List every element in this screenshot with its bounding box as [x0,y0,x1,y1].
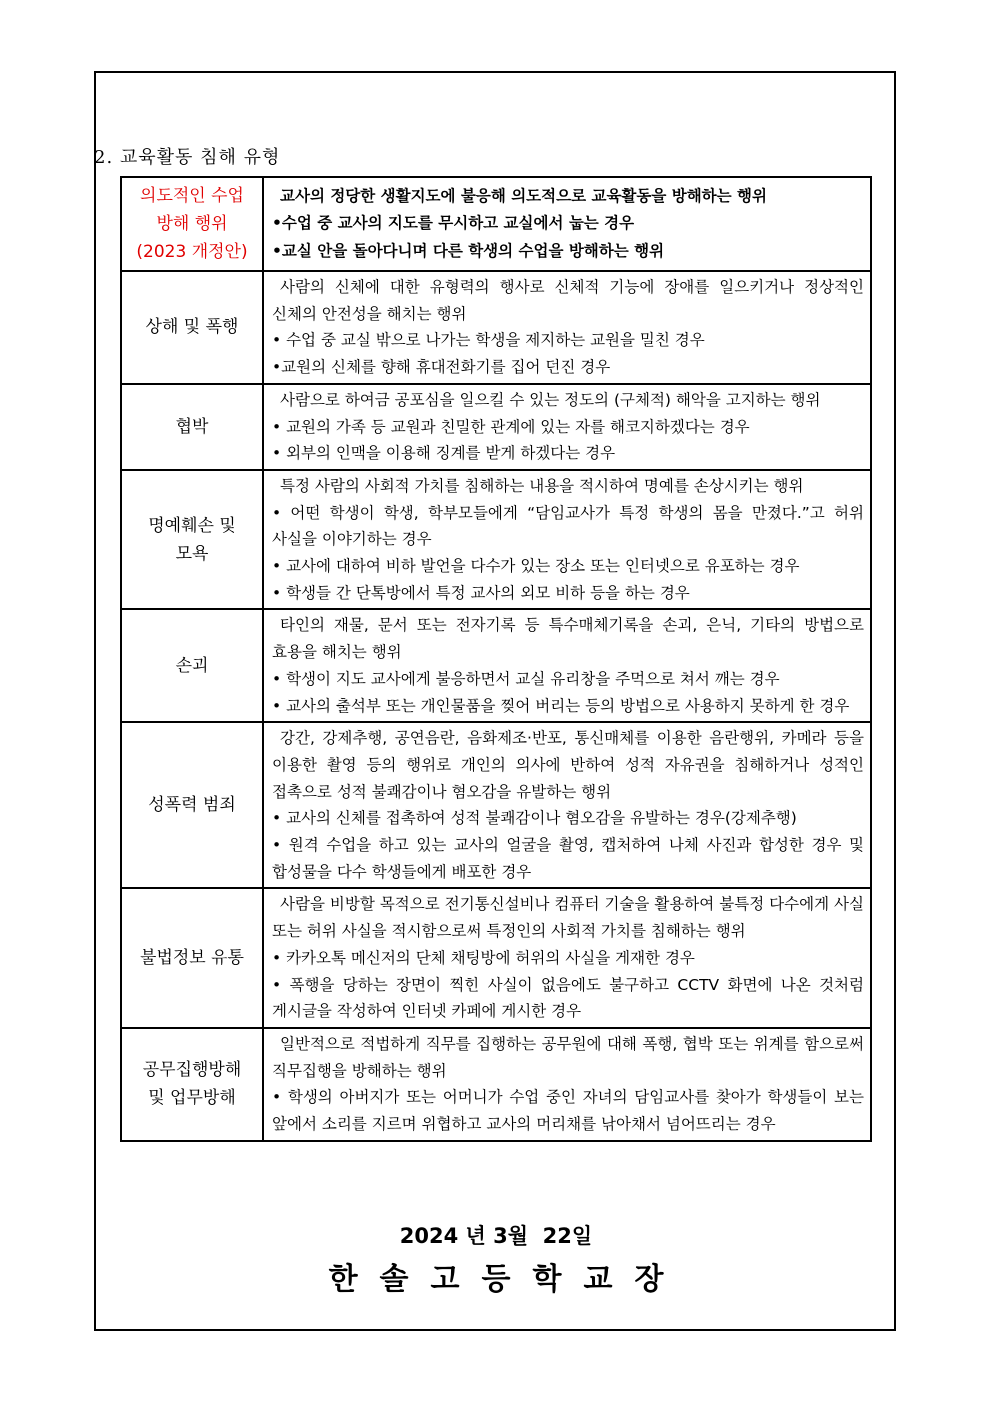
example-text: • 외부의 인맥을 이용해 징계를 받게 하겠다는 경우 [272,444,616,463]
row-label [121,384,263,470]
infringement-types-table [120,176,872,1142]
example-text: • 학생이 지도 교사에게 불응하면서 교실 유리창을 주먹으로 쳐서 깨는 경우 [272,669,780,688]
example-text: • 원격 수업을 하고 있는 교사의 얼굴을 촬영, 캡처하여 나체 사진과 합성한 경우 및 합성물을 다수 학생들에게 배포한 경우 [272,836,864,881]
row-label-text: 상해 및 폭행 [145,317,239,338]
table-row [121,888,871,1028]
definition-text: 특정 사람의 사회적 가치를 침해하는 내용을 적시하여 명예를 손상시키는 행위 [280,476,804,495]
school-principal-signature: 한솔고등학교장 [328,1262,686,1297]
example-text: • 폭행을 당하는 장면이 찍힌 사실이 없음에도 불구하고 CCTV 화면에 나온 것처럼 게시글을 작성하여 인터넷 카페에 게시한 경우 [272,975,864,1021]
example-text: • 학생들 간 단톡방에서 특정 교사의 외모 비하 등을 하는 경우 [272,583,690,602]
example-text: •수업 중 교사의 지도를 무시하고 교실에서 눕는 경우 [272,214,635,233]
example-text: • 교사의 출석부 또는 개인물품을 찢어 버리는 등의 방법으로 사용하지 못하게 한 경우 [272,696,850,715]
row-label [121,609,263,722]
row-label [121,470,263,610]
row-label-text: 협박 [175,416,209,437]
row-label [121,177,263,271]
definition-text: 사람을 비방할 목적으로 전기통신설비나 컴퓨터 기술을 활용하여 불특정 다수에게 사실 또는 허위 사실을 적시함으로써 특정인의 사회적 가치를 침해하는 행위 [272,895,864,941]
example-text: • 수업 중 교실 밖으로 나가는 학생을 제지하는 교원을 밀친 경우 [272,331,705,350]
definition-text: 사람으로 하여금 공포심을 일으킬 수 있는 정도의 (구체적) 해악을 고지하는 행위 [280,390,821,409]
table-row [121,609,871,722]
row-label-text: 명예훼손 및 모욕 [148,515,236,564]
definition-text: 사람의 신체에 대한 유형력의 행사로 신체적 기능에 장애를 일으키거나 정상적인 신체의 안전성을 해치는 행위 [272,278,864,323]
row-content [263,384,871,470]
table-row [121,470,871,610]
definition-text: 일반적으로 적법하게 직무를 집행하는 공무원에 대해 폭행, 협박 또는 위계를 함으로써 직무집행을 방해하는 행위 [272,1034,864,1080]
table-row [121,722,871,888]
row-label [121,271,263,384]
row-content [263,722,871,888]
row-label [121,722,263,888]
row-content [263,1028,871,1141]
row-label-text: 불법정보 유통 [140,948,244,969]
row-label-text: 의도적인 수업 방해 행위 (2023 개정안) [136,186,248,262]
section-title: 2. 교육활동 침해 유형 [94,147,281,168]
row-content [263,271,871,384]
row-content [263,177,871,271]
row-label-text: 성폭력 범죄 [148,795,236,816]
issue-date: 2024 년 3월 22일 [399,1224,593,1248]
row-content [263,609,871,722]
example-text: • 교사에 대하여 비하 발언을 다수가 있는 장소 또는 인터넷으로 유포하는 경우 [272,557,800,576]
definition-text: 타인의 재물, 문서 또는 전자기록 등 특수매체기록을 손괴, 은닉, 기타의 방법으로 효용을 해치는 행위 [272,616,864,662]
example-text: • 어떤 학생이 학생, 학부모들에게 “담임교사가 특정 학생의 몸을 만졌다.”고 허위 사실을 이야기하는 경우 [272,503,864,549]
example-text: • 카카오톡 메신저의 단체 채팅방에 허위의 사실을 게재한 경우 [272,948,695,967]
table-row [121,384,871,470]
example-text: • 교원의 가족 등 교원과 친밀한 관계에 있는 자를 해코지하겠다는 경우 [272,417,750,436]
row-label-text: 공무집행방해 및 업무방해 [142,1060,242,1109]
row-content [263,470,871,610]
definition-text: 강간, 강제추행, 공연음란, 음화제조·반포, 통신매체를 이용한 음란행위, 카메라 등을 이용한 촬영 등의 행위로 개인의 의사에 반하여 성적 자유권을 침해하거나 성적인 접촉으로 성적 불쾌감이나 혐오감을 유발하는 행위 [272,729,864,801]
row-label-text: 손괴 [175,655,209,676]
row-content [263,888,871,1028]
table-row [121,1028,871,1141]
example-text: •교실 안을 돌아다니며 다른 학생의 수업을 방해하는 행위 [272,241,665,260]
example-text: • 교사의 신체를 접촉하여 성적 불쾌감이나 혐오감을 유발하는 경우(강제추행) [272,809,797,828]
table-row [121,177,871,271]
row-label [121,1028,263,1141]
row-label [121,888,263,1028]
example-text: • 학생의 아버지가 또는 어머니가 수업 중인 자녀의 담임교사를 찾아가 학생들이 보는 앞에서 소리를 지르며 위협하고 교사의 머리채를 낚아채서 넘어뜨리는 경우 [272,1088,864,1134]
definition-text: 교사의 정당한 생활지도에 불응해 의도적으로 교육활동을 방해하는 행위 [280,186,767,205]
table-row [121,271,871,384]
example-text: •교원의 신체를 향해 휴대전화기를 집어 던진 경우 [272,358,611,377]
